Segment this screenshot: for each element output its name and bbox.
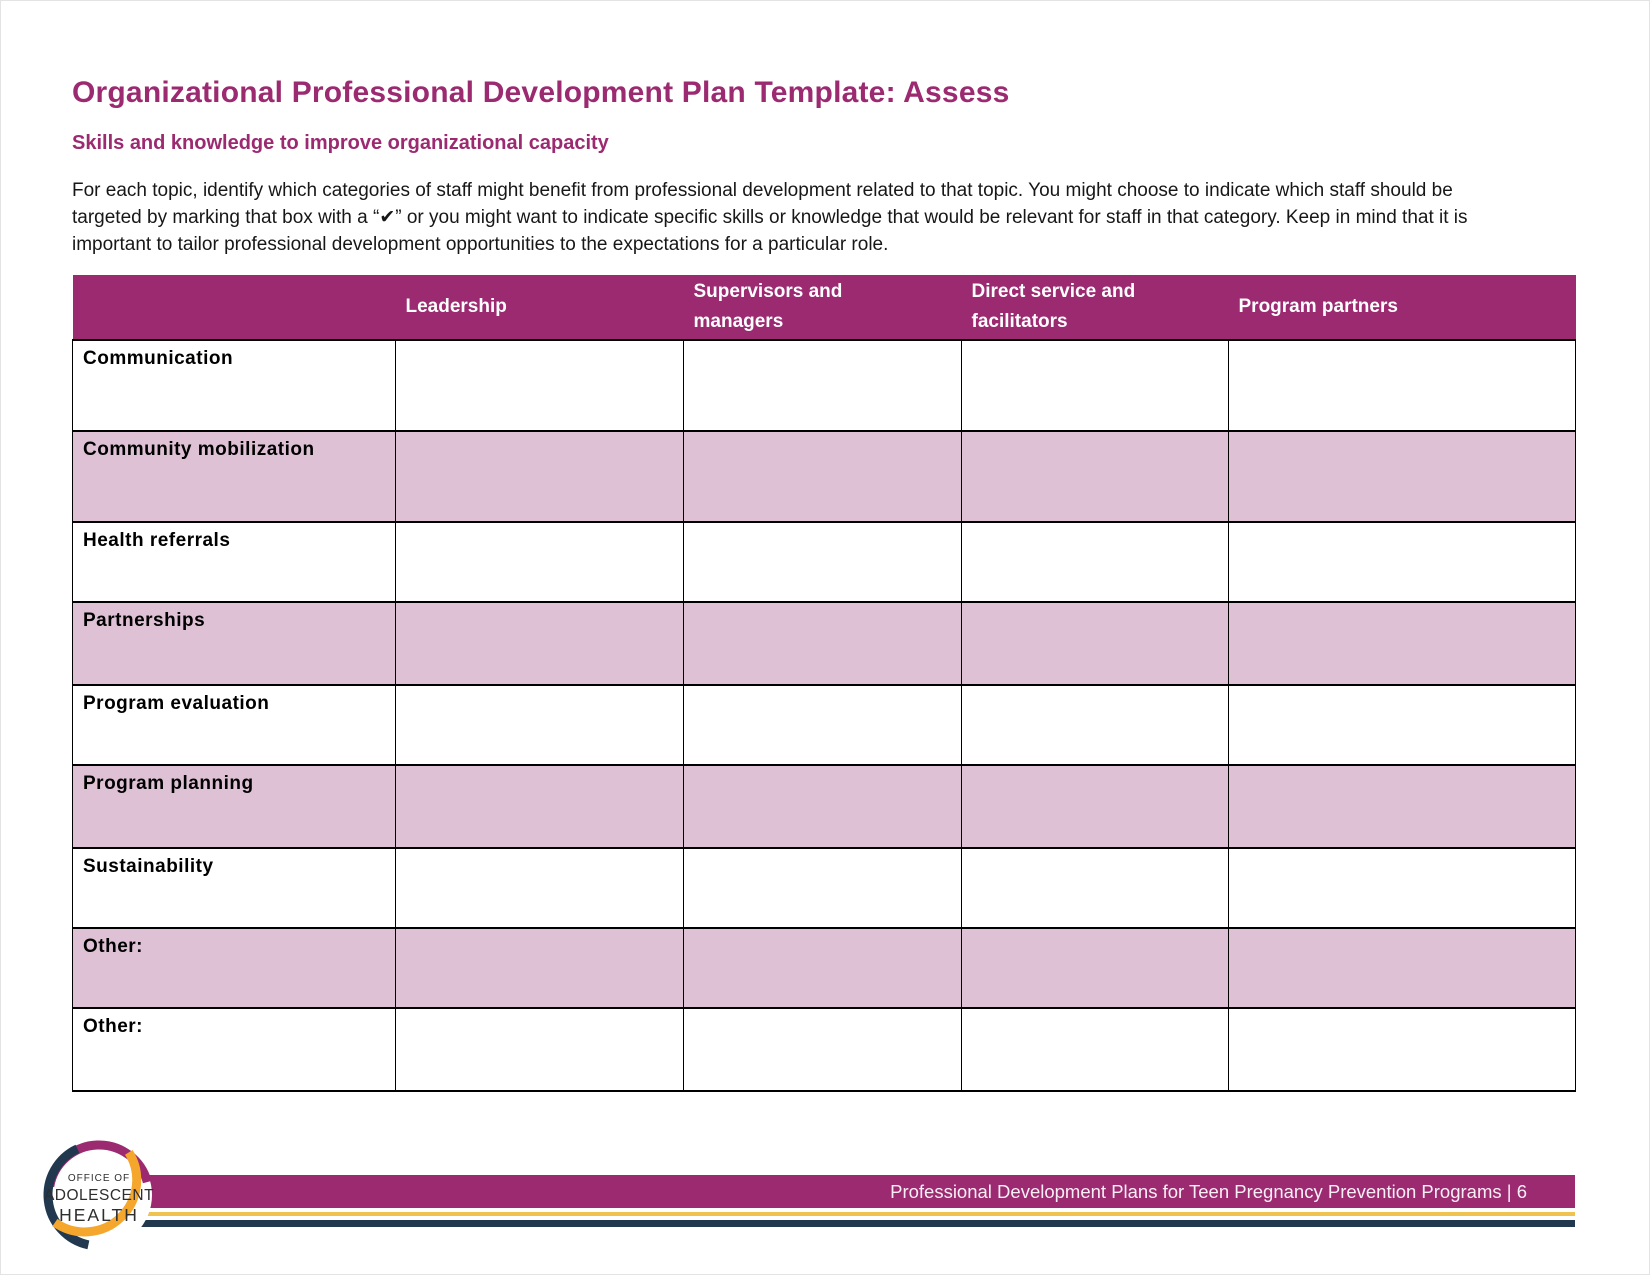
footer-bar <box>105 1175 1575 1208</box>
table-body <box>73 340 1576 1091</box>
topic-cell: Other: <box>73 1008 396 1091</box>
table-row <box>73 765 1576 848</box>
input-cell[interactable] <box>962 602 1229 685</box>
table-header-row <box>73 275 1576 340</box>
input-cell[interactable] <box>684 848 962 928</box>
table-row <box>73 522 1576 602</box>
table-row <box>73 340 1576 431</box>
input-cell[interactable] <box>962 765 1229 848</box>
topic-cell: Other: <box>73 928 396 1008</box>
input-cell[interactable] <box>1229 431 1576 522</box>
input-cell[interactable] <box>684 765 962 848</box>
topic-cell: Partnerships <box>73 602 396 685</box>
table-row <box>73 928 1576 1008</box>
logo-text-office-of: OFFICE OF <box>67 1173 131 1184</box>
input-cell[interactable] <box>962 1008 1229 1091</box>
topic-cell: Program evaluation <box>73 685 396 765</box>
footer-text: Professional Development Plans for Teen Pregnancy Prevention Programs | 6 <box>890 1181 1527 1202</box>
input-cell[interactable] <box>684 928 962 1008</box>
page-subtitle: Skills and knowledge to improve organizational capacity <box>72 131 609 154</box>
table-row <box>73 602 1576 685</box>
input-cell[interactable] <box>962 848 1229 928</box>
oah-logo-graphic <box>38 1134 160 1256</box>
footer-navy-line <box>135 1220 1575 1227</box>
input-cell[interactable] <box>396 765 684 848</box>
page-title: Organizational Professional Development Plan Template: Assess <box>72 76 1010 110</box>
topic-cell: Program planning <box>73 765 396 848</box>
intro-paragraph: For each topic, identify which categories of staff might benefit from professional development related to that topic. You might choose to indicate which staff should be targeted by marking that box with a “✔” or you might want to indicate specific skills or knowledge that would be relevant for staff in that category. Keep in mind that it is important to tailor professional development opportunities to the expectations for a particular role. <box>72 180 1468 255</box>
assessment-table <box>72 275 1576 1092</box>
logo-text-health: HEALTH <box>59 1205 139 1225</box>
table-row <box>73 1008 1576 1091</box>
corner-header-cell <box>73 275 396 340</box>
topic-cell: Sustainability <box>73 848 396 928</box>
table-row <box>73 431 1576 522</box>
input-cell[interactable] <box>1229 848 1576 928</box>
input-cell[interactable] <box>962 928 1229 1008</box>
oah-logo <box>38 1134 160 1256</box>
input-cell[interactable] <box>1229 765 1576 848</box>
logo-text-adolescent: ADOLESCENT <box>43 1187 155 1204</box>
column-header: Program partners <box>1229 275 1576 340</box>
column-header: Supervisors and managers <box>684 275 962 340</box>
input-cell[interactable] <box>1229 340 1576 431</box>
input-cell[interactable] <box>1229 602 1576 685</box>
table-row <box>73 848 1576 928</box>
input-cell[interactable] <box>1229 685 1576 765</box>
input-cell[interactable] <box>684 522 962 602</box>
input-cell[interactable] <box>396 848 684 928</box>
input-cell[interactable] <box>396 685 684 765</box>
input-cell[interactable] <box>684 431 962 522</box>
input-cell[interactable] <box>684 340 962 431</box>
table-row <box>73 685 1576 765</box>
input-cell[interactable] <box>962 685 1229 765</box>
input-cell[interactable] <box>684 1008 962 1091</box>
input-cell[interactable] <box>1229 928 1576 1008</box>
input-cell[interactable] <box>396 1008 684 1091</box>
input-cell[interactable] <box>396 340 684 431</box>
input-cell[interactable] <box>962 340 1229 431</box>
topic-cell: Community mobilization <box>73 431 396 522</box>
input-cell[interactable] <box>962 431 1229 522</box>
input-cell[interactable] <box>684 685 962 765</box>
input-cell[interactable] <box>962 522 1229 602</box>
column-header: Leadership <box>396 275 684 340</box>
input-cell[interactable] <box>396 522 684 602</box>
input-cell[interactable] <box>1229 1008 1576 1091</box>
input-cell[interactable] <box>396 602 684 685</box>
input-cell[interactable] <box>684 602 962 685</box>
input-cell[interactable] <box>396 928 684 1008</box>
topic-cell: Communication <box>73 340 396 431</box>
input-cell[interactable] <box>1229 522 1576 602</box>
input-cell[interactable] <box>396 431 684 522</box>
column-header: Direct service and facilitators <box>962 275 1229 340</box>
footer-gold-line <box>135 1212 1575 1216</box>
topic-cell: Health referrals <box>73 522 396 602</box>
